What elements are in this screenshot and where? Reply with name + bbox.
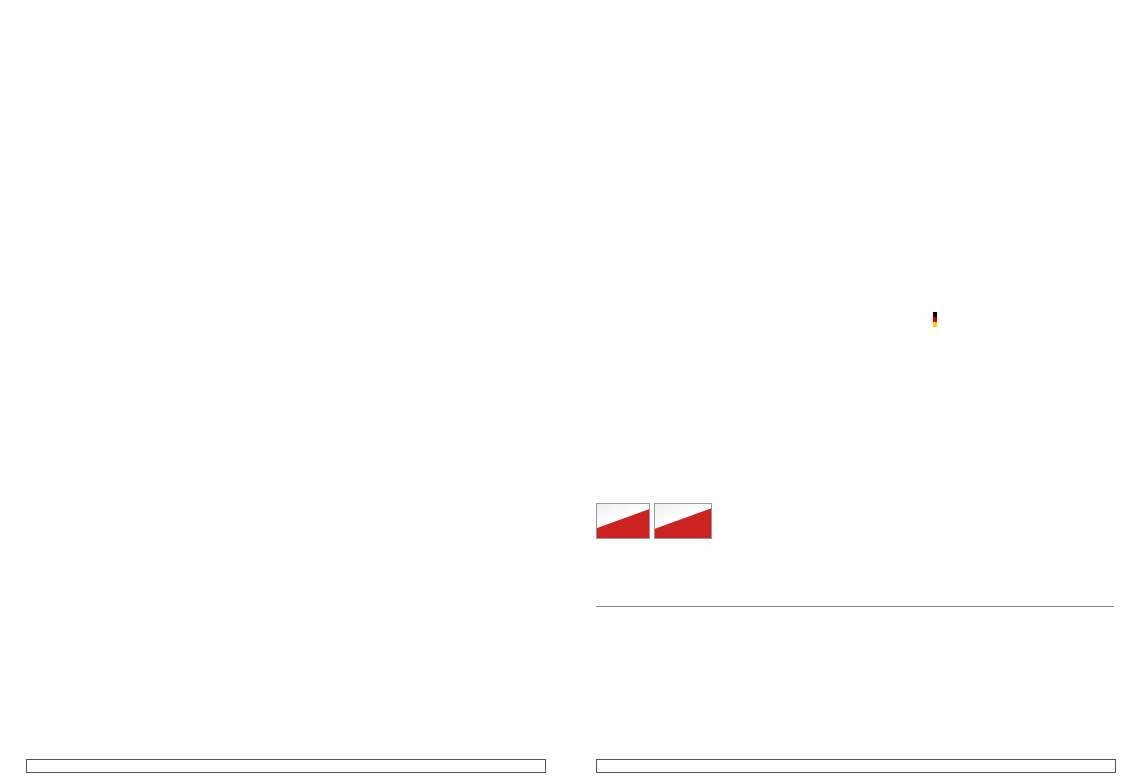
kipp-image-1 — [596, 503, 650, 539]
stacked-drawers-image — [868, 300, 1126, 600]
left-footer-note — [26, 759, 546, 773]
kipp-image-2 — [654, 503, 712, 539]
euro-divider — [596, 606, 1114, 607]
right-footer-note — [596, 759, 1116, 773]
